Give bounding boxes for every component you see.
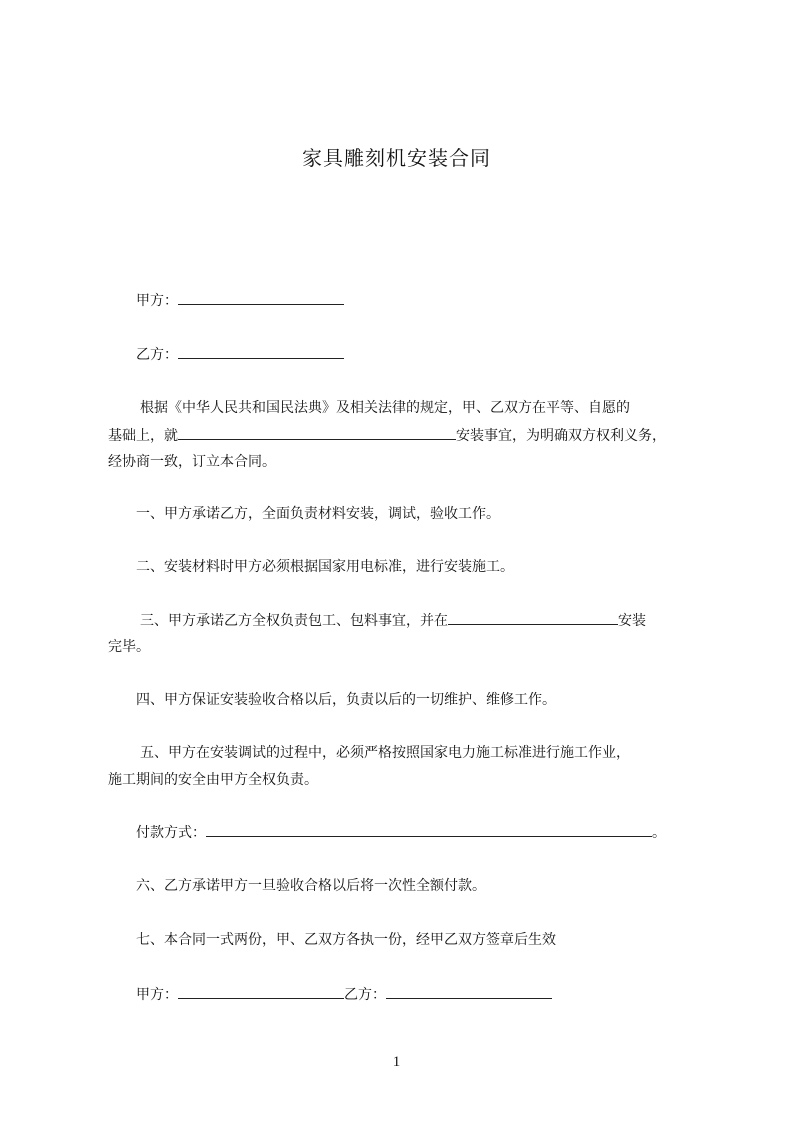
clause-7: 七、本合同一式两份，甲、乙双方各执一份，经甲乙双方签章后生效 — [136, 932, 556, 948]
clause-2: 二、安装材料时甲方必须根据国家用电标准，进行安装施工。 — [136, 559, 514, 575]
signature-party-a-label: 甲方： — [136, 987, 178, 1003]
clause-4: 四、甲方保证安装验收合格以后，负责以后的一切维护、维修工作。 — [136, 692, 556, 708]
party-a-label: 甲方： — [136, 293, 178, 309]
clause-1: 一、甲方承诺乙方，全面负责材料安装，调试，验收工作。 — [136, 506, 500, 522]
page-number: 1 — [392, 1054, 401, 1070]
preamble-line-3: 经协商一致，订立本合同。 — [108, 454, 276, 470]
completion-date-blank — [448, 606, 618, 625]
project-name-blank — [178, 421, 456, 440]
payment-method-blank — [206, 818, 652, 837]
party-b-label: 乙方： — [136, 347, 178, 363]
signature-party-a-blank — [178, 980, 344, 999]
party-a-blank — [178, 286, 344, 305]
payment-end: 。 — [652, 825, 666, 841]
party-b-blank — [178, 340, 344, 359]
clause-3-start: 三、甲方承诺乙方全权负责包工、包料事宜，并在 — [140, 613, 448, 629]
party-a-line — [136, 286, 344, 315]
clause-6: 六、乙方承诺甲方一旦验收合格以后将一次性全额付款。 — [136, 878, 486, 894]
clause-3-line-2: 完毕。 — [108, 639, 150, 655]
clause-3-end: 安装 — [618, 613, 646, 629]
signature-party-b-blank — [386, 980, 552, 999]
preamble-line-2-end: 安装事宜，为明确双方权利义务， — [456, 428, 666, 444]
preamble-line-2 — [108, 421, 666, 450]
clause-5-line-2: 施工期间的安全由甲方全权负责。 — [108, 772, 318, 788]
document-title: 家具雕刻机安装合同 — [302, 146, 491, 170]
clause-5-line-1: 五、甲方在安装调试的过程中，必须严格按照国家电力施工标准进行施工作业， — [140, 745, 630, 761]
signature-line — [136, 980, 552, 1009]
signature-party-b-label: 乙方： — [344, 987, 386, 1003]
payment-line — [136, 818, 666, 847]
payment-label: 付款方式： — [136, 825, 206, 841]
clause-3-line-1 — [140, 606, 646, 635]
preamble-line-1: 根据《中华人民共和国民法典》及相关法律的规定，甲、乙双方在平等、自愿的 — [140, 400, 630, 416]
preamble-line-2-start: 基础上，就 — [108, 428, 178, 444]
party-b-line — [136, 340, 344, 369]
